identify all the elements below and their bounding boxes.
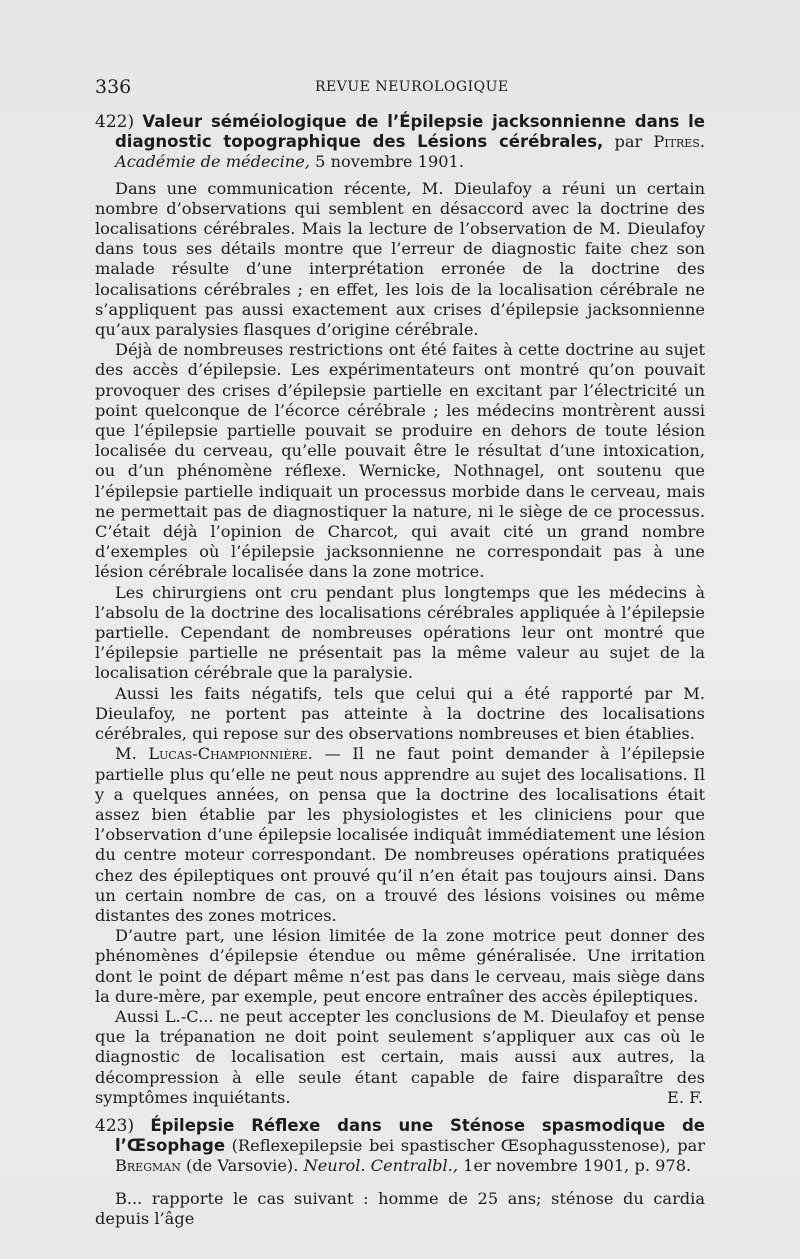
paragraph: Dans une communication récente, M. Dieulafoy a réuni un certain nombre d’observations qui semblent en désaccord avec la doctrine des localisations cérébrales. Mais la lecture de l’observation de M. Dieulafoy dans tous ses détails montre que l’erreur de diagnostic faite chez son malade résulte d’une interprétation erronée de la doctrine des localisations cérébrales ; en effet, les lois de la localisation cérébrale ne s’appliquent pas aussi exactement aux crises d’épilepsie jacksonnienne qu’aux paralysies flasques d’origine cérébrale. (95, 178, 705, 340)
page-body (95, 112, 705, 1229)
paragraph-lucas-championniere (95, 744, 705, 926)
paragraph: Les chirurgiens ont cru pendant plus longtemps que les médecins à l’absolu de la doctrine des localisations cérébrales appliquée à l’épilepsie partielle. Cependant de nombreuses opérations leur ont montré que l’épilepsie partielle ne présentait pas la même valeur au sujet de la localisation cérébrale que la paralysie. (95, 582, 705, 683)
article-source: Neurol. Centralbl., (303, 1156, 458, 1176)
article-place: (de Varsovie). (185, 1156, 299, 1176)
speaker-text: — Il ne faut point demander à l’épilepsie partielle plus qu’elle ne peut nous apprendre au sujet des localisations. Il y a quelques années, on pensa que la doctrine des localisations était assez bien établie par les physiologistes et les cliniciens pour que l’observation d’une épilepsie localisée indiquât immédiatement une lésion du centre moteur correspondant. De nombreuses opérations pratiquées chez des épileptiques ont prouvé qu’il n’en était pas toujours ainsi. Dans un certain nombre de cas, on a trouvé des lésions voisines ou même distantes des zones motrices. (95, 744, 705, 925)
article-by: par (614, 132, 643, 152)
signature: E. F. (667, 1087, 703, 1107)
paragraph: Déjà de nombreuses restrictions ont été faites à cette doctrine au sujet des accès d’épilepsie. Les expérimentateurs ont montré qu’on pouvait provoquer des crises d’épilepsie partielle en excitant par l’électricité un point quelconque de l’écorce cérébrale ; les médecins montrèrent aussi que l’épilepsie partielle pouvait se produire en dehors de toute lésion localisée du cerveau, qu’elle pouvait être le résultat d’une intoxication, ou d’un phénomène réflexe. Wernicke, Nothnagel, ont soutenu que l’épilepsie partielle indiquait un processus morbide dans le cerveau, mais ne permettait pas de diagnostiquer la nature, ni le siège de ce processus. C’était déjà l’opinion de Charcot, qui avait cité un grand nombre d’exemples où l’épilepsie jacksonnienne ne correspondait pas à une lésion cérébrale localisée dans la zone motrice. (95, 340, 705, 582)
article-title: Épilepsie Réflexe dans une Sténose spasmodique de l’Œsophage (115, 1115, 705, 1156)
paragraph-conclusion (95, 1007, 705, 1108)
conclusion-text: Aussi L.-C... ne peut accepter les conclusions de M. Dieulafoy et pense que la trépanation ne doit point seulement s’appliquer aux cas où le diagnostic de localisation est certain, mais aussi aux autres, la décompression à elle seule étant capable de faire disparaître des symptômes inquiétants. (95, 1006, 705, 1107)
article-author: Bregman (115, 1156, 181, 1176)
article-date: 1er novembre 1901, p. 978. (463, 1156, 692, 1176)
article-source: Académie de médecine, (115, 152, 310, 172)
page-header (95, 76, 705, 102)
article-heading-423 (95, 1116, 705, 1177)
paragraph: Aussi les faits négatifs, tels que celui qui a été rapporté par M. Dieulafoy, ne portent pas atteinte à la doctrine des localisations cérébrales, qui repose sur des observations nombreuses et bien établies. (95, 683, 705, 744)
article-heading-422 (95, 112, 705, 173)
paragraph: D’autre part, une lésion limitée de la zone motrice peut donner des phénomènes d’épilepsie étendue ou même généralisée. Une irritation dont le point de départ même n’est pas dans le cerveau, mais siège dans la dure-mère, par exemple, peut encore entraîner des accès épileptiques. (95, 926, 705, 1006)
article-title: Valeur séméiologique de l’Épilepsie jacksonnienne dans le diagnostic topographique des Lésions cérébrales, (115, 112, 705, 152)
page-number: 336 (95, 76, 132, 98)
article-number: 422) (95, 112, 135, 132)
article-subtitle: (Reflexepilepsie bei spastischer Œsophagusstenose), par (231, 1136, 705, 1156)
paragraph: B... rapporte le cas suivant : homme de 25 ans; sténose du cardia depuis l’âge (95, 1188, 705, 1228)
running-title: REVUE NEUROLOGIQUE (315, 79, 509, 95)
speaker-name: M. Lucas-Championnière. (115, 744, 313, 764)
article-number: 423) (95, 1115, 135, 1136)
article-date: 5 novembre 1901. (315, 152, 464, 172)
article-author: Pitres. (653, 132, 705, 152)
